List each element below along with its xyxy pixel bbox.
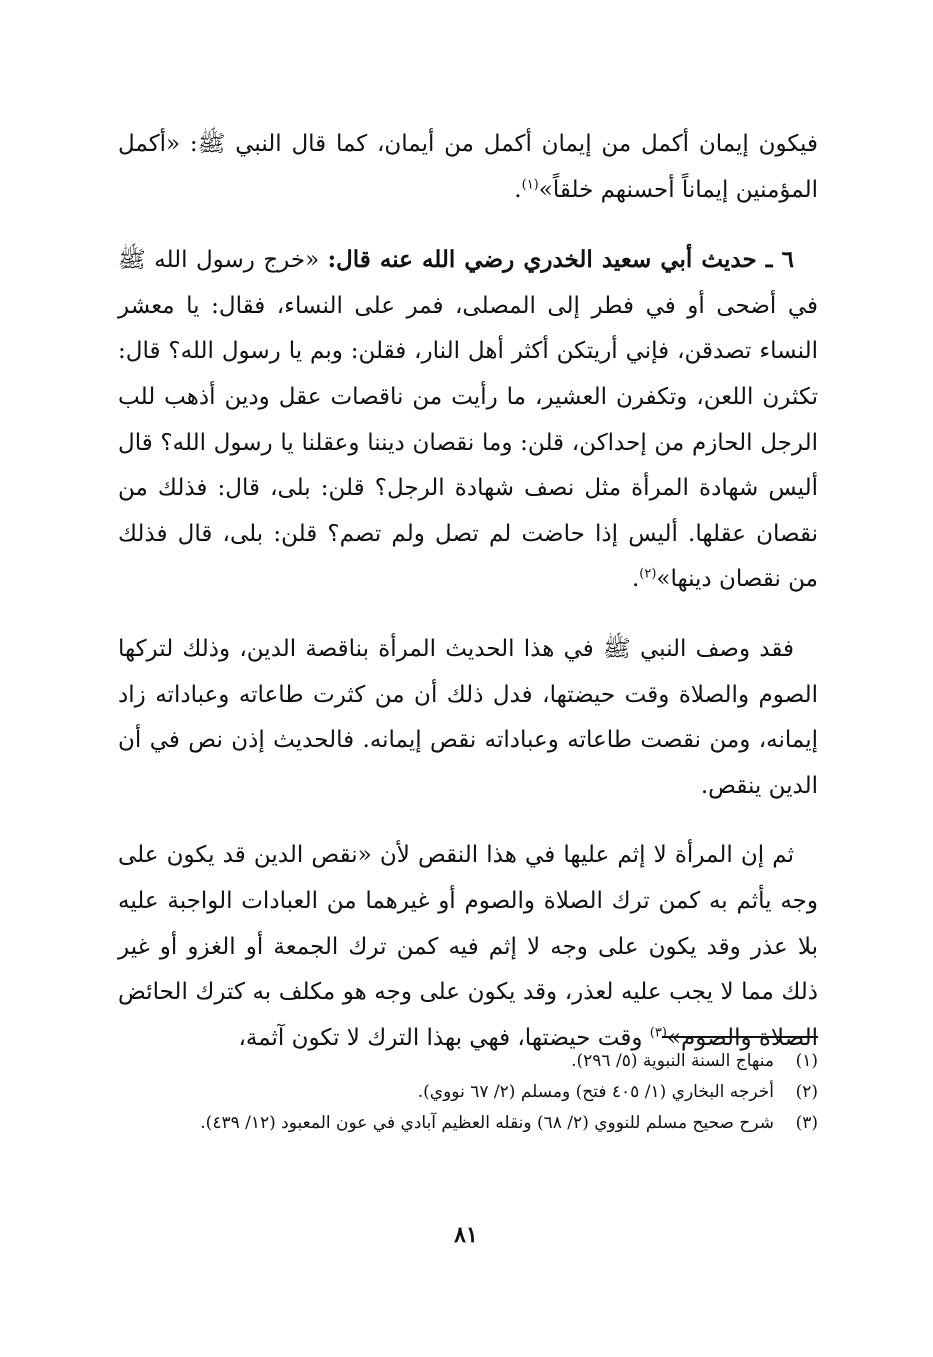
hadith-heading: ٦ ـ حديث أبي سعيد الخدري رضي الله عنه قال: (327, 246, 794, 274)
footnote-ref-2: (٢) (639, 566, 657, 582)
footnote-number: (٣) (795, 1113, 818, 1133)
paragraph-4-tail: وقت حيضتها، فهي بهذا الترك لا تكون آثمة، (238, 1024, 650, 1051)
paragraph-2 (118, 237, 818, 603)
footnotes (118, 1046, 818, 1139)
paragraph-2-text: «خرج رسول الله ﷺ في أضحى أو في فطر إلى المصلى، فمر على النساء، فقال: يا معشر النساء تصدقن، فإني أريتكن أكثر أهل النار، فقلن: وبم يا رسول الله؟ قال: تكثرن اللعن، وتكفرن العشير، ما رأيت من ناقصات عقل ودين أذهب للب الرجل الحازم من إحداكن، قلن: وما نقصان ديننا وعقلنا يا رسول الله؟ قال أليس شهادة المرأة مثل نصف شهادة الرجل؟ قلن: بلى، قال: فذلك من نقصان عقلها. أليس إذا حاضت لم تصل ولم تصم؟ قلن: بلى، قال فذلك من نقصان دينها» (118, 247, 818, 593)
main-text (118, 122, 818, 1061)
footnote-ref-1: (١) (521, 176, 539, 192)
footnote-2 (118, 1077, 818, 1108)
footnote-3 (118, 1108, 818, 1139)
paragraph-2-tail: . (631, 566, 640, 593)
paragraph-4-text: ثم إن المرأة لا إثم عليها في هذا النقص لأن «نقص الدين قد يكون على وجه يأثم به كمن ترك الصلاة والصوم أو غيرهما من العبادات الواجبة عليه بلا عذر وقد يكون على وجه لا إثم فيه كمن ترك الجمعة أو الغزو أو غير ذلك مما لا يجب عليه لعذر، وقد يكون على وجه هو مكلف به كترك الحائض الصلاة والصوم» (118, 842, 818, 1051)
footnote-separator (662, 1036, 818, 1038)
footnote-text: أخرجه البخاري (١/ ٤٠٥ فتح) ومسلم (٢/ ٦٧ نووي). (417, 1082, 774, 1102)
paragraph-4 (118, 833, 818, 1061)
paragraph-1-text: فيكون إيمان أكمل من إيمان أكمل من أيمان، كما قال النبي ﷺ: «أكمل المؤمنين إيماناً أحسنهم خلقاً» (118, 131, 818, 203)
footnote-text: منهاج السنة النبوية (٥/ ٢٩٦). (571, 1051, 774, 1071)
footnote-ref-3: (٣) (649, 1025, 667, 1041)
footnote-1 (118, 1046, 818, 1077)
paragraph-3-text: فقد وصف النبي ﷺ في هذا الحديث المرأة بناقصة الدين، وذلك لتركها الصوم والصلاة وقت حيضتها، فدل ذلك أن من كثرت طاعاته وعباداته زاد إيمانه، ومن نقصت طاعاته وعباداته نقص إيمانه. فالحديث إذن نص في أن الدين ينقص. (118, 635, 818, 799)
footnote-text: شرح صحيح مسلم للنووي (٢/ ٦٨) ونقله العظيم آبادي في عون المعبود (١٢/ ٤٣٩). (200, 1113, 774, 1133)
footnote-number: (٢) (795, 1082, 818, 1102)
paragraph-1 (118, 122, 818, 213)
page-number: ٨١ (454, 1222, 478, 1248)
paragraph-3 (118, 627, 818, 809)
footnote-number: (١) (795, 1051, 818, 1071)
paragraph-1-tail: . (514, 176, 522, 203)
